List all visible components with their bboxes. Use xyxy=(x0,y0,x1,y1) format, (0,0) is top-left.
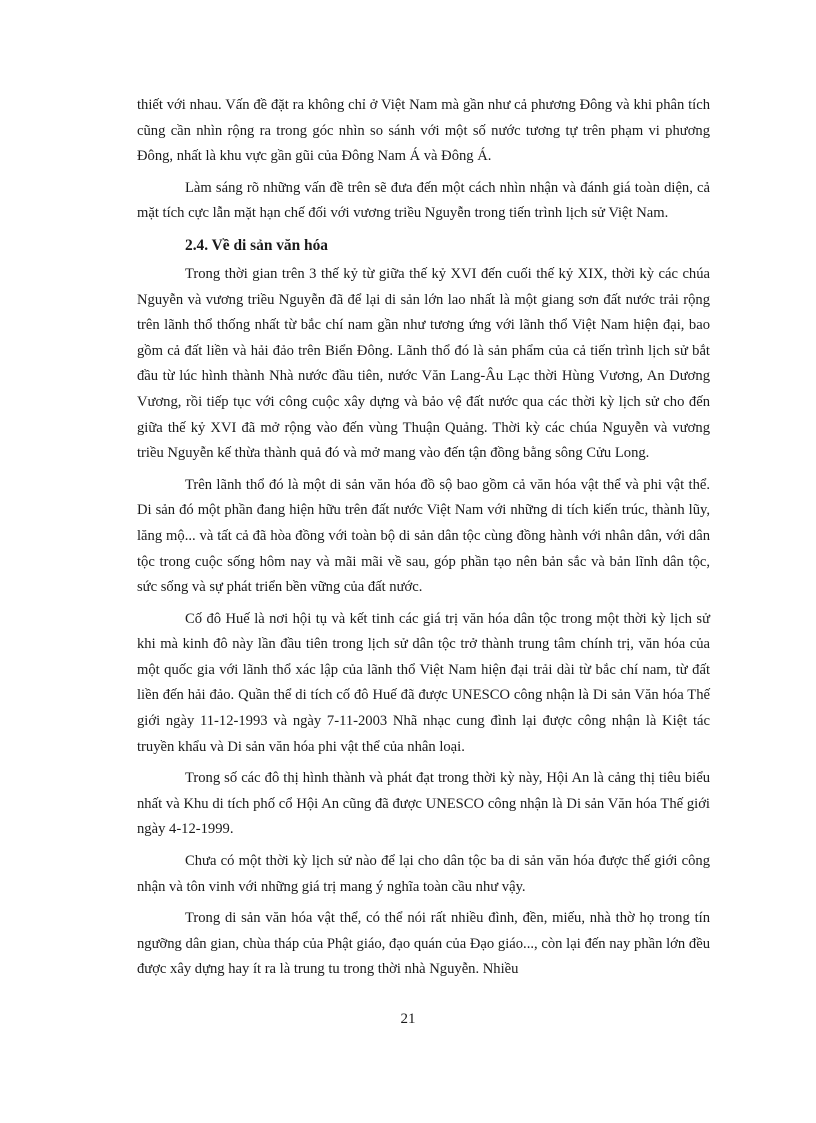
paragraph-tangible-heritage: Trong di sản văn hóa vật thể, có thể nói rất nhiều đình, đền, miếu, nhà thờ họ trong tín ngưỡng dân gian, chùa tháp của Phật giáo, đạo quán của Đạo giáo..., còn lại đến nay phần lớn đều được xây dựng hay ít ra là trung tu trong thời nhà Nguyễn. Nhiều xyxy=(137,910,710,978)
paragraph-hoi-an: Trong số các đô thị hình thành và phát đạt trong thời kỳ này, Hội An là cảng thị tiêu biểu nhất và Khu di tích phố cổ Hội An cũng đã được UNESCO công nhận là Di sản Văn hóa Thế giới ngày 4-12-1999. xyxy=(137,770,710,838)
document-page xyxy=(137,93,710,989)
paragraph-territory: Trong thời gian trên 3 thế kỷ từ giữa thế kỷ XVI đến cuối thế kỷ XIX, thời kỳ các chúa Nguyễn và vương triều Nguyễn đã để lại di sản lớn lao nhất là một giang sơn đất nước trải rộng trên lãnh thổ thống nhất từ bắc chí nam gần như tương ứng với lãnh thổ Việt Nam hiện đại, bao gồm cả đất liền và hải đảo trên Biển Đông. Lãnh thổ đó là sản phẩm của cả tiến trình lịch sử bắt đầu từ lúc hình thành Nhà nước đầu tiên, nước Văn Lang-Âu Lạc thời Hùng Vương, An Dương Vương, rồi tiếp tục với công cuộc xây dựng và bảo vệ đất nước qua các thời kỳ lịch sử cho đến giữa thế kỷ XVI đã mở rộng vào đến vùng Thuận Quảng. Thời kỳ các chúa Nguyễn và vương triều Nguyễn kế thừa thành quả đó và mở mang vào đến tận đồng bằng sông Cửu Long. xyxy=(137,265,710,462)
paragraph-intro-continuation: thiết với nhau. Vấn đề đặt ra không chỉ ở Việt Nam mà gần như cả phương Đông và khi phân tích cũng cần nhìn rộng ra trong góc nhìn so sánh với một số nước tương tự trên phạm vi phương Đông, nhất là khu vực gần gũi của Đông Nam Á và Đông Á. xyxy=(137,97,710,165)
paragraph-conclusion: Làm sáng rõ những vấn đề trên sẽ đưa đến một cách nhìn nhận và đánh giá toàn diện, cả mặt tích cực lẫn mặt hạn chế đối với vương triều Nguyễn trong tiến trình lịch sử Việt Nam. xyxy=(137,179,710,222)
paragraph-hue: Cố đô Huế là nơi hội tụ và kết tinh các giá trị văn hóa dân tộc trong một thời kỳ lịch sử khi mà kinh đô này lần đầu tiên trong lịch sử dân tộc trở thành trung tâm chính trị, văn hóa của một quốc gia với lãnh thổ xác lập của lãnh thổ Việt Nam hiện đại trải dài từ bắc chí nam, từ đất liền đến hải đảo. Quần thể di tích cố đô Huế đã được UNESCO công nhận là Di sản Văn hóa Thế giới ngày 11-12-1993 và ngày 7-11-2003 Nhã nhạc cung đình lại được công nhận là Kiệt tác truyền khẩu và Di sản văn hóa phi vật thể của nhân loại. xyxy=(137,610,710,755)
paragraph-three-heritages: Chưa có một thời kỳ lịch sử nào để lại cho dân tộc ba di sản văn hóa được thế giới công nhận và tôn vinh với những giá trị mang ý nghĩa toàn cầu như vậy. xyxy=(137,853,710,895)
section-heading: 2.4. Về di sản văn hóa xyxy=(185,236,328,254)
page-number: 21 xyxy=(400,1011,416,1027)
paragraph-cultural-heritage: Trên lãnh thổ đó là một di sản văn hóa đồ sộ bao gồm cả văn hóa vật thể và phi vật thể. Di sản đó một phần đang hiện hữu trên đất nước Việt Nam với những di tích kiến trúc, thành lũy, lăng mộ... và tất cả đã hòa đồng với toàn bộ di sản dân tộc cùng đồng hành với nhân dân, với dân tộc trong cuộc sống hôm nay và mãi mãi về sau, góp phần tạo nên bản sắc và bản lĩnh dân tộc, sức sống và sự phát triển bền vững của đất nước. xyxy=(137,476,710,596)
